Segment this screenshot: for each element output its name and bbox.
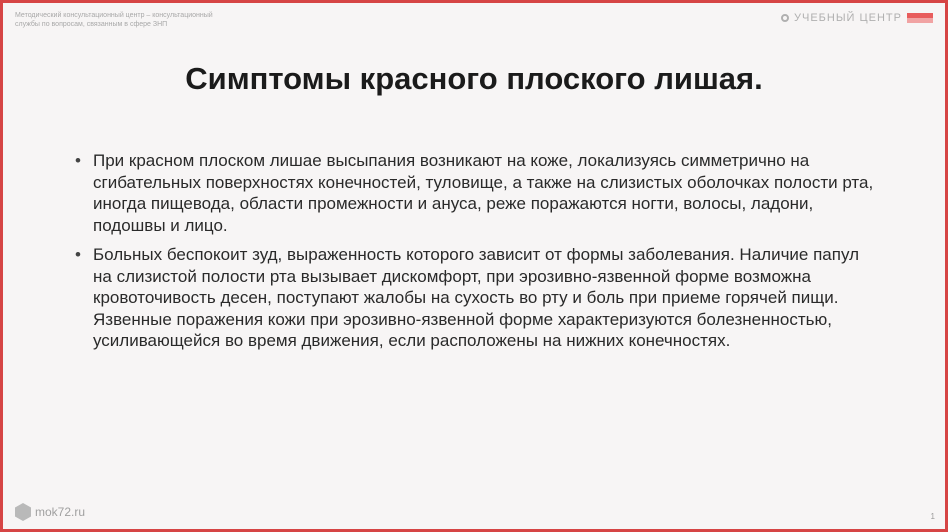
brand-text: УЧЕБНЫЙ ЦЕНТР [794, 12, 902, 24]
header-org-line: Методический консультационный центр – консультационный [15, 12, 213, 19]
footer-logo [15, 503, 85, 521]
bullet-text: Больных беспокоит зуд, выраженность которого зависит от формы заболевания. Наличие папул на слизистой полости рта вызывает дискомфорт, при эрозивно-язвенной форме возможна кровоточивость десен, поступают жалобы на сухость во рту и боль при приеме горячей пищи. Язвенные поражения кожи при эрозивно-язвенной форме характеризуются болезненностью, усиливающейся во время движения, если расположены на нижних конечностях. [93, 245, 860, 350]
header-org-text [15, 11, 265, 29]
slide-title: Симптомы красного плоского лишая. [185, 61, 763, 96]
brand-flag-icon [907, 13, 933, 23]
bullet-dot-icon: • [75, 245, 81, 264]
bullet-item [75, 244, 875, 352]
bullet-text: При красном плоском лишае высыпания возникают на коже, локализуясь симметрично на сгибательных поверхностях конечностей, туловище, а также на слизистых оболочках полости рта, иногда пищевода, области промежности и ануса, реже поражаются ногти, волосы, ладони, подошвы и лицо. [93, 151, 874, 235]
brand-ring-icon [781, 14, 789, 22]
bullet-dot-icon: • [75, 151, 81, 170]
emblem-icon [15, 503, 31, 521]
page-number: 1 [930, 512, 935, 521]
header-brand [781, 12, 933, 24]
footer-site: mok72.ru [35, 504, 86, 519]
bullet-item [75, 150, 875, 236]
bullet-list [75, 150, 875, 360]
header-org-line: службы по вопросам, связанным в сфере ЗНП [15, 21, 168, 28]
